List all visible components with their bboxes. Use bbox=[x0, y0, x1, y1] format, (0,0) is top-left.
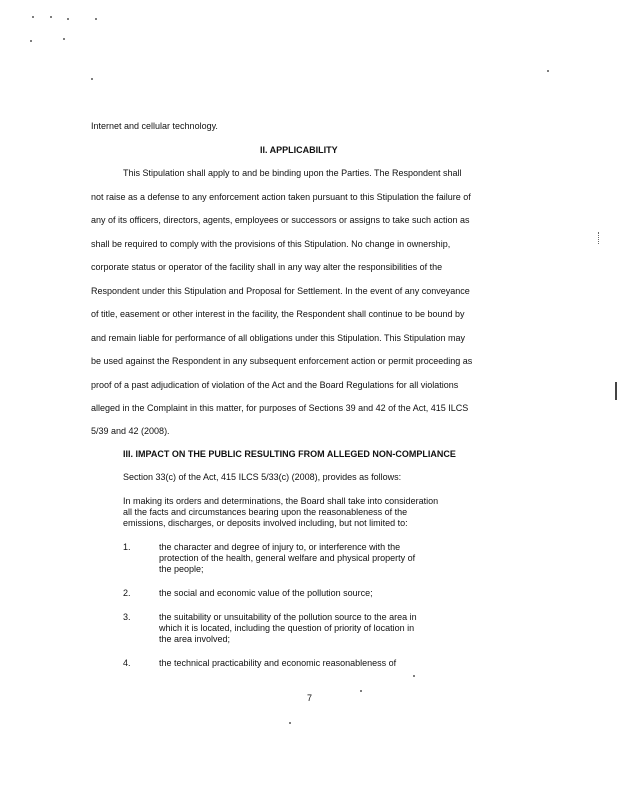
item-number: 3. bbox=[123, 612, 131, 622]
scan-speck bbox=[50, 16, 52, 18]
item-line: the social and economic value of the pollution source; bbox=[159, 588, 373, 598]
quote-line: emissions, discharges, or deposits involved including, but not limited to: bbox=[123, 518, 408, 528]
paragraph-line: of title, easement or other interest in the facility, the Respondent shall continue to be bound by bbox=[91, 309, 465, 319]
page-number: 7 bbox=[307, 693, 313, 703]
scan-speck bbox=[413, 675, 415, 677]
paragraph-line: shall be required to comply with the provisions of this Stipulation. No change in ownership, bbox=[91, 239, 451, 249]
paragraph-line: any of its officers, directors, agents, employees or successors or assigns to take such action as bbox=[91, 215, 470, 225]
paragraph-line: This Stipulation shall apply to and be binding upon the Parties. The Respondent shall bbox=[123, 168, 462, 178]
scan-speck bbox=[91, 78, 93, 80]
quote-line: In making its orders and determinations, the Board shall take into consideration bbox=[123, 496, 439, 506]
paragraph-line: be used against the Respondent in any subsequent enforcement action or permit proceeding as bbox=[91, 356, 473, 366]
margin-mark bbox=[598, 232, 600, 244]
section-iii-intro: Section 33(c) of the Act, 415 ILCS 5/33(c) (2008), provides as follows: bbox=[123, 472, 402, 482]
item-number: 4. bbox=[123, 658, 131, 668]
item-number: 1. bbox=[123, 542, 131, 552]
paragraph-line: and remain liable for performance of all obligations under this Stipulation. This Stipulation may bbox=[91, 333, 466, 343]
scan-speck bbox=[360, 690, 362, 692]
scan-speck bbox=[95, 18, 97, 20]
paragraph-line: corporate status or operator of the facility shall in any way alter the responsibilities of the bbox=[91, 262, 443, 272]
scan-speck bbox=[30, 40, 32, 42]
section-ii-heading: II. APPLICABILITY bbox=[260, 145, 338, 155]
scan-speck bbox=[63, 38, 65, 40]
scan-speck bbox=[547, 70, 549, 72]
paragraph-line: Respondent under this Stipulation and Proposal for Settlement. In the event of any conveyance bbox=[91, 286, 470, 296]
item-line: the technical practicability and economic reasonableness of bbox=[159, 658, 397, 668]
paragraph-line: 5/39 and 42 (2008). bbox=[91, 426, 170, 436]
item-line: which it is located, including the question of priority of location in bbox=[159, 623, 415, 633]
scan-speck bbox=[67, 18, 69, 20]
item-line: the area involved; bbox=[159, 634, 231, 644]
quote-line: all the facts and circumstances bearing upon the reasonableness of the bbox=[123, 507, 408, 517]
scan-speck bbox=[32, 16, 34, 18]
item-line: the character and degree of injury to, or interference with the bbox=[159, 542, 401, 552]
paragraph-line: proof of a past adjudication of violation of the Act and the Board Regulations for all violations bbox=[91, 380, 459, 390]
section-iii-heading: III. IMPACT ON THE PUBLIC RESULTING FROM ALLEGED NON-COMPLIANCE bbox=[123, 449, 456, 459]
scan-speck bbox=[289, 722, 291, 724]
item-number: 2. bbox=[123, 588, 131, 598]
item-line: protection of the health, general welfare and physical property of bbox=[159, 553, 416, 563]
edge-mark bbox=[615, 382, 617, 400]
paragraph-line: not raise as a defense to any enforcement action taken pursuant to this Stipulation the failure of bbox=[91, 192, 471, 202]
item-line: the suitability or unsuitability of the pollution source to the area in bbox=[159, 612, 417, 622]
item-line: the people; bbox=[159, 564, 204, 574]
paragraph-line: alleged in the Complaint in this matter, for purposes of Sections 39 and 42 of the Act, 415 ILCS bbox=[91, 403, 469, 413]
intro-fragment: Internet and cellular technology. bbox=[91, 121, 218, 131]
